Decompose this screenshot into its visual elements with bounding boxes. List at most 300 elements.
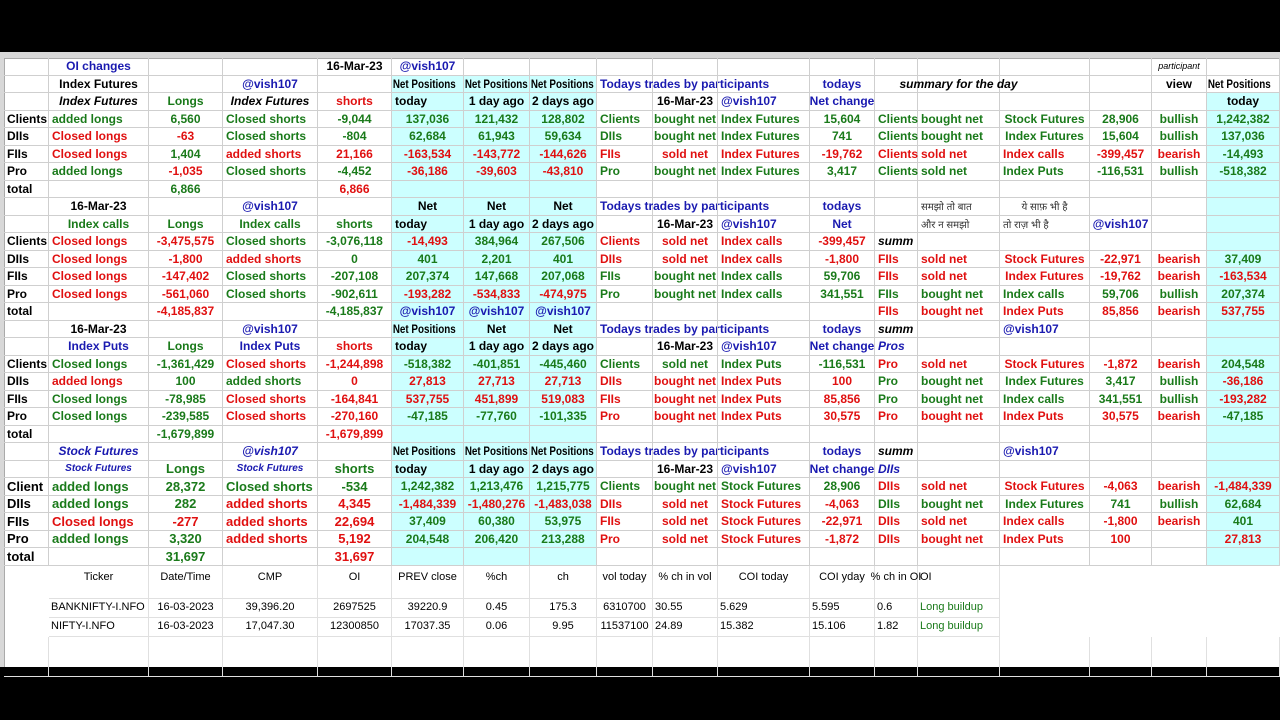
ticker-header-1[interactable]: Date/Time xyxy=(149,566,223,599)
cell-r2-c17[interactable]: today xyxy=(1207,93,1280,111)
empty-cell[interactable] xyxy=(597,181,653,199)
cell-r25-c0[interactable]: DIIs xyxy=(4,496,49,514)
cell-r17-c1[interactable]: Closed longs xyxy=(49,356,149,374)
cell-r4-c17[interactable]: 137,036 xyxy=(1207,128,1280,146)
cell-r13-c6[interactable]: -534,833 xyxy=(464,286,530,304)
empty-cell[interactable] xyxy=(875,181,918,199)
ticker-row-1-col-4[interactable]: 17037.35 xyxy=(392,618,464,637)
empty-cell[interactable] xyxy=(597,93,653,111)
cell-r0-c1[interactable]: OI changes xyxy=(49,58,149,76)
cell-r12-c5[interactable]: 207,374 xyxy=(392,268,464,286)
cell-r2-c9[interactable]: 16-Mar-23 xyxy=(653,93,718,111)
empty-cell[interactable] xyxy=(1152,216,1207,234)
empty-cell[interactable] xyxy=(49,637,149,677)
cell-r7-c2[interactable]: 6,866 xyxy=(149,181,223,199)
cell-r10-c0[interactable]: Clients xyxy=(4,233,49,251)
cell-r6-c11[interactable]: 3,417 xyxy=(810,163,875,181)
empty-cell[interactable] xyxy=(392,181,464,199)
cell-r27-c6[interactable]: 206,420 xyxy=(464,531,530,549)
cell-r25-c16[interactable]: bullish xyxy=(1152,496,1207,514)
cell-r27-c10[interactable]: Stock Futures xyxy=(718,531,810,549)
cell-r13-c11[interactable]: 341,551 xyxy=(810,286,875,304)
cell-r8-c6[interactable]: Net xyxy=(464,198,530,216)
cell-r12-c16[interactable]: bearish xyxy=(1152,268,1207,286)
cell-r7-c4[interactable]: 6,866 xyxy=(318,181,392,199)
empty-cell[interactable] xyxy=(810,303,875,321)
ticker-row-0-col-8[interactable]: 30.55 xyxy=(653,599,718,618)
ticker-header-3[interactable]: OI xyxy=(318,566,392,599)
cell-r14-c12[interactable]: FIIs xyxy=(875,303,918,321)
empty-cell[interactable] xyxy=(4,198,49,216)
cell-r5-c8[interactable]: FIIs xyxy=(597,146,653,164)
cell-r5-c14[interactable]: Index calls xyxy=(1000,146,1090,164)
empty-cell[interactable] xyxy=(1090,426,1152,444)
empty-cell[interactable] xyxy=(149,321,223,339)
cell-r14-c17[interactable]: 537,755 xyxy=(1207,303,1280,321)
empty-cell[interactable] xyxy=(918,321,1000,339)
cell-r3-c1[interactable]: added longs xyxy=(49,111,149,129)
empty-cell[interactable] xyxy=(1152,443,1207,461)
cell-r12-c4[interactable]: -207,108 xyxy=(318,268,392,286)
ticker-row-1-col-5[interactable]: 0.06 xyxy=(464,618,530,637)
cell-r18-c9[interactable]: bought net xyxy=(653,373,718,391)
empty-cell[interactable] xyxy=(530,637,597,677)
cell-r19-c1[interactable]: Closed longs xyxy=(49,391,149,409)
cell-r26-c17[interactable]: 401 xyxy=(1207,513,1280,531)
cell-r11-c10[interactable]: Index calls xyxy=(718,251,810,269)
cell-r4-c9[interactable]: bought net xyxy=(653,128,718,146)
cell-r12-c0[interactable]: FIIs xyxy=(4,268,49,286)
cell-r4-c15[interactable]: 15,604 xyxy=(1090,128,1152,146)
ticker-row-1-col-2[interactable]: 17,047.30 xyxy=(223,618,318,637)
cell-r19-c14[interactable]: Index calls xyxy=(1000,391,1090,409)
cell-r10-c9[interactable]: sold net xyxy=(653,233,718,251)
cell-r11-c2[interactable]: -1,800 xyxy=(149,251,223,269)
cell-r6-c7[interactable]: -43,810 xyxy=(530,163,597,181)
empty-cell[interactable] xyxy=(653,426,718,444)
cell-r6-c2[interactable]: -1,035 xyxy=(149,163,223,181)
empty-cell[interactable] xyxy=(918,338,1000,356)
ticker-row-0-col-0[interactable]: BANKNIFTY-I.NFO xyxy=(49,599,149,618)
cell-r18-c11[interactable]: 100 xyxy=(810,373,875,391)
cell-r18-c14[interactable]: Index Futures xyxy=(1000,373,1090,391)
cell-r4-c10[interactable]: Index Futures xyxy=(718,128,810,146)
cell-r11-c9[interactable]: sold net xyxy=(653,251,718,269)
empty-cell[interactable] xyxy=(464,637,530,677)
empty-cell[interactable] xyxy=(597,548,653,566)
empty-cell[interactable] xyxy=(4,216,49,234)
cell-r18-c2[interactable]: 100 xyxy=(149,373,223,391)
cell-r26-c9[interactable]: sold net xyxy=(653,513,718,531)
cell-r25-c8[interactable]: DIIs xyxy=(597,496,653,514)
cell-r24-c4[interactable]: -534 xyxy=(318,478,392,496)
cell-r2-c3[interactable]: Index Futures xyxy=(223,93,318,111)
cell-r4-c7[interactable]: 59,634 xyxy=(530,128,597,146)
cell-r9-c15[interactable]: @vish107 xyxy=(1090,216,1152,234)
empty-cell[interactable] xyxy=(1000,93,1090,111)
cell-r17-c11[interactable]: -116,531 xyxy=(810,356,875,374)
empty-cell[interactable] xyxy=(1207,637,1280,677)
cell-r23-c12[interactable]: DIIs xyxy=(875,461,918,479)
cell-r11-c14[interactable]: Stock Futures xyxy=(1000,251,1090,269)
cell-r6-c10[interactable]: Index Futures xyxy=(718,163,810,181)
cell-r14-c14[interactable]: Index Puts xyxy=(1000,303,1090,321)
cell-r6-c13[interactable]: sold net xyxy=(918,163,1000,181)
empty-cell[interactable] xyxy=(4,76,49,94)
cell-r9-c9[interactable]: 16-Mar-23 xyxy=(653,216,718,234)
cell-r13-c0[interactable]: Pro xyxy=(4,286,49,304)
cell-r16-c6[interactable]: 1 day ago xyxy=(464,338,530,356)
ticker-row-0-col-11[interactable]: 0.6 xyxy=(875,599,918,618)
cell-r11-c4[interactable]: 0 xyxy=(318,251,392,269)
cell-r6-c4[interactable]: -4,452 xyxy=(318,163,392,181)
empty-cell[interactable] xyxy=(49,426,149,444)
cell-r25-c5[interactable]: -1,484,339 xyxy=(392,496,464,514)
empty-cell[interactable] xyxy=(918,443,1000,461)
cell-r17-c17[interactable]: 204,548 xyxy=(1207,356,1280,374)
cell-r16-c3[interactable]: Index Puts xyxy=(223,338,318,356)
empty-cell[interactable] xyxy=(918,637,1000,677)
cell-r26-c7[interactable]: 53,975 xyxy=(530,513,597,531)
empty-cell[interactable] xyxy=(530,426,597,444)
cell-r13-c7[interactable]: -474,975 xyxy=(530,286,597,304)
empty-cell[interactable] xyxy=(49,303,149,321)
cell-r17-c7[interactable]: -445,460 xyxy=(530,356,597,374)
empty-cell[interactable] xyxy=(1090,93,1152,111)
cell-r11-c1[interactable]: Closed longs xyxy=(49,251,149,269)
cell-r13-c3[interactable]: Closed shorts xyxy=(223,286,318,304)
cell-r21-c2[interactable]: -1,679,899 xyxy=(149,426,223,444)
cell-r26-c4[interactable]: 22,694 xyxy=(318,513,392,531)
empty-cell[interactable] xyxy=(1207,233,1280,251)
empty-cell[interactable] xyxy=(597,216,653,234)
empty-cell[interactable] xyxy=(718,58,810,76)
cell-r25-c3[interactable]: added shorts xyxy=(223,496,318,514)
cell-r24-c6[interactable]: 1,213,476 xyxy=(464,478,530,496)
empty-cell[interactable] xyxy=(918,426,1000,444)
ticker-row-0-col-7[interactable]: 6310700 xyxy=(597,599,653,618)
cell-r11-c8[interactable]: DIIs xyxy=(597,251,653,269)
cell-r16-c12[interactable]: Pros xyxy=(875,338,918,356)
cell-r19-c13[interactable]: bought net xyxy=(918,391,1000,409)
cell-r11-c0[interactable]: DIIs xyxy=(4,251,49,269)
cell-r5-c4[interactable]: 21,166 xyxy=(318,146,392,164)
empty-cell[interactable] xyxy=(1090,76,1152,94)
cell-r23-c4[interactable]: shorts xyxy=(318,461,392,479)
empty-cell[interactable] xyxy=(718,76,810,94)
empty-cell[interactable] xyxy=(875,198,918,216)
empty-cell[interactable] xyxy=(810,637,875,677)
cell-r4-c2[interactable]: -63 xyxy=(149,128,223,146)
empty-cell[interactable] xyxy=(318,321,392,339)
cell-r3-c10[interactable]: Index Futures xyxy=(718,111,810,129)
cell-r3-c14[interactable]: Stock Futures xyxy=(1000,111,1090,129)
cell-r17-c9[interactable]: sold net xyxy=(653,356,718,374)
ticker-row-0-col-5[interactable]: 0.45 xyxy=(464,599,530,618)
cell-r20-c14[interactable]: Index Puts xyxy=(1000,408,1090,426)
cell-r25-c12[interactable]: DIIs xyxy=(875,496,918,514)
cell-r23-c2[interactable]: Longs xyxy=(149,461,223,479)
cell-r12-c11[interactable]: 59,706 xyxy=(810,268,875,286)
cell-r14-c7[interactable]: @vish107 xyxy=(530,303,597,321)
ticker-header-4[interactable]: PREV close xyxy=(392,566,464,599)
empty-cell[interactable] xyxy=(810,58,875,76)
empty-cell[interactable] xyxy=(918,58,1000,76)
ticker-row-1-col-6[interactable]: 9.95 xyxy=(530,618,597,637)
cell-r25-c15[interactable]: 741 xyxy=(1090,496,1152,514)
empty-cell[interactable] xyxy=(718,548,810,566)
empty-cell[interactable] xyxy=(4,443,49,461)
cell-r17-c14[interactable]: Stock Futures xyxy=(1000,356,1090,374)
cell-r8-c5[interactable]: Net xyxy=(392,198,464,216)
cell-r26-c13[interactable]: sold net xyxy=(918,513,1000,531)
empty-cell[interactable] xyxy=(1000,181,1090,199)
cell-r25-c14[interactable]: Index Futures xyxy=(1000,496,1090,514)
empty-cell[interactable] xyxy=(4,321,49,339)
cell-r25-c17[interactable]: 62,684 xyxy=(1207,496,1280,514)
cell-r7-c0[interactable]: total xyxy=(4,181,49,199)
cell-r24-c5[interactable]: 1,242,382 xyxy=(392,478,464,496)
empty-cell[interactable] xyxy=(653,181,718,199)
cell-r1-c6[interactable] xyxy=(464,76,530,94)
empty-cell[interactable] xyxy=(1152,233,1207,251)
cell-r13-c14[interactable]: Index calls xyxy=(1000,286,1090,304)
cell-r6-c5[interactable]: -36,186 xyxy=(392,163,464,181)
cell-r3-c6[interactable]: 121,432 xyxy=(464,111,530,129)
cell-r2-c4[interactable]: shorts xyxy=(318,93,392,111)
cell-r2-c7[interactable]: 2 days ago xyxy=(530,93,597,111)
cell-r26-c1[interactable]: Closed longs xyxy=(49,513,149,531)
ticker-row-1-col-11[interactable]: 1.82 xyxy=(875,618,918,637)
cell-r6-c3[interactable]: Closed shorts xyxy=(223,163,318,181)
empty-cell[interactable] xyxy=(875,637,918,677)
cell-r15-c14[interactable]: @vish107 xyxy=(1000,321,1090,339)
empty-cell[interactable] xyxy=(530,548,597,566)
cell-r3-c7[interactable]: 128,802 xyxy=(530,111,597,129)
cell-r11-c5[interactable]: 401 xyxy=(392,251,464,269)
cell-r14-c15[interactable]: 85,856 xyxy=(1090,303,1152,321)
cell-r27-c0[interactable]: Pro xyxy=(4,531,49,549)
cell-r24-c3[interactable]: Closed shorts xyxy=(223,478,318,496)
cell-r17-c6[interactable]: -401,851 xyxy=(464,356,530,374)
empty-cell[interactable] xyxy=(464,548,530,566)
cell-r28-c0[interactable]: total xyxy=(4,548,49,566)
empty-cell[interactable] xyxy=(530,181,597,199)
empty-cell[interactable] xyxy=(1207,181,1280,199)
cell-r10-c5[interactable]: -14,493 xyxy=(392,233,464,251)
cell-r13-c16[interactable]: bullish xyxy=(1152,286,1207,304)
empty-cell[interactable] xyxy=(810,548,875,566)
cell-r4-c1[interactable]: Closed longs xyxy=(49,128,149,146)
cell-r2-c5[interactable]: today xyxy=(392,93,464,111)
cell-r5-c16[interactable]: bearish xyxy=(1152,146,1207,164)
ticker-header-7[interactable]: vol today xyxy=(597,566,653,599)
ticker-row-0-col-4[interactable]: 39220.9 xyxy=(392,599,464,618)
cell-r23-c10[interactable]: @vish107 xyxy=(718,461,810,479)
empty-cell[interactable] xyxy=(810,181,875,199)
empty-cell[interactable] xyxy=(149,76,223,94)
cell-r25-c7[interactable]: -1,483,038 xyxy=(530,496,597,514)
empty-cell[interactable] xyxy=(223,58,318,76)
cell-r3-c0[interactable]: Clients xyxy=(4,111,49,129)
cell-r4-c0[interactable]: DIIs xyxy=(4,128,49,146)
cell-r16-c11[interactable]: Net change xyxy=(810,338,875,356)
cell-r18-c6[interactable]: 27,713 xyxy=(464,373,530,391)
cell-r8-c3[interactable]: @vish107 xyxy=(223,198,318,216)
cell-r3-c3[interactable]: Closed shorts xyxy=(223,111,318,129)
ticker-row-1-col-7[interactable]: 11537100 xyxy=(597,618,653,637)
empty-cell[interactable] xyxy=(392,548,464,566)
cell-r18-c1[interactable]: added longs xyxy=(49,373,149,391)
cell-r24-c14[interactable]: Stock Futures xyxy=(1000,478,1090,496)
empty-cell[interactable] xyxy=(1152,93,1207,111)
cell-r5-c13[interactable]: sold net xyxy=(918,146,1000,164)
cell-r20-c15[interactable]: 30,575 xyxy=(1090,408,1152,426)
cell-r25-c9[interactable]: sold net xyxy=(653,496,718,514)
cell-r4-c12[interactable]: Clients xyxy=(875,128,918,146)
cell-r19-c0[interactable]: FIIs xyxy=(4,391,49,409)
empty-cell[interactable] xyxy=(4,58,49,76)
cell-r27-c13[interactable]: bought net xyxy=(918,531,1000,549)
ticker-row-0-col-6[interactable]: 175.3 xyxy=(530,599,597,618)
cell-r26-c2[interactable]: -277 xyxy=(149,513,223,531)
cell-r23-c6[interactable]: 1 day ago xyxy=(464,461,530,479)
empty-cell[interactable] xyxy=(653,198,718,216)
cell-r13-c4[interactable]: -902,611 xyxy=(318,286,392,304)
cell-r28-c2[interactable]: 31,697 xyxy=(149,548,223,566)
cell-r15-c11[interactable]: todays xyxy=(810,321,875,339)
cell-r19-c9[interactable]: bought net xyxy=(653,391,718,409)
cell-r16-c10[interactable]: @vish107 xyxy=(718,338,810,356)
cell-r27-c9[interactable]: sold net xyxy=(653,531,718,549)
cell-r20-c4[interactable]: -270,160 xyxy=(318,408,392,426)
cell-r5-c2[interactable]: 1,404 xyxy=(149,146,223,164)
cell-r20-c5[interactable]: -47,185 xyxy=(392,408,464,426)
empty-cell[interactable] xyxy=(1000,76,1090,94)
empty-cell[interactable] xyxy=(1090,321,1152,339)
cell-r20-c12[interactable]: Pro xyxy=(875,408,918,426)
empty-cell[interactable] xyxy=(1090,198,1152,216)
cell-r8-c11[interactable]: todays xyxy=(810,198,875,216)
cell-r11-c3[interactable]: added shorts xyxy=(223,251,318,269)
cell-r5-c15[interactable]: -399,457 xyxy=(1090,146,1152,164)
empty-cell[interactable] xyxy=(149,443,223,461)
cell-r24-c15[interactable]: -4,063 xyxy=(1090,478,1152,496)
cell-r24-c0[interactable]: Client xyxy=(4,478,49,496)
cell-r11-c16[interactable]: bearish xyxy=(1152,251,1207,269)
empty-cell[interactable] xyxy=(1000,637,1090,677)
cell-r6-c1[interactable]: added longs xyxy=(49,163,149,181)
cell-r18-c4[interactable]: 0 xyxy=(318,373,392,391)
empty-cell[interactable] xyxy=(4,338,49,356)
cell-r3-c2[interactable]: 6,560 xyxy=(149,111,223,129)
cell-r17-c13[interactable]: sold net xyxy=(918,356,1000,374)
cell-r27-c17[interactable]: 27,813 xyxy=(1207,531,1280,549)
empty-cell[interactable] xyxy=(718,181,810,199)
cell-r12-c6[interactable]: 147,668 xyxy=(464,268,530,286)
cell-r3-c16[interactable]: bullish xyxy=(1152,111,1207,129)
ticker-row-0-col-9[interactable]: 5.629 xyxy=(718,599,810,618)
ticker-row-0-col-12[interactable]: Long buildup xyxy=(918,599,1000,618)
cell-r3-c17[interactable]: 1,242,382 xyxy=(1207,111,1280,129)
cell-r20-c16[interactable]: bearish xyxy=(1152,408,1207,426)
empty-cell[interactable] xyxy=(392,426,464,444)
cell-r25-c6[interactable]: -1,480,276 xyxy=(464,496,530,514)
cell-r13-c13[interactable]: bought net xyxy=(918,286,1000,304)
empty-cell[interactable] xyxy=(1090,181,1152,199)
cell-r9-c4[interactable]: shorts xyxy=(318,216,392,234)
cell-r6-c17[interactable]: -518,382 xyxy=(1207,163,1280,181)
cell-r20-c7[interactable]: -101,335 xyxy=(530,408,597,426)
cell-r3-c9[interactable]: bought net xyxy=(653,111,718,129)
cell-r9-c13[interactable]: और न समझो xyxy=(918,216,1000,234)
cell-r18-c10[interactable]: Index Puts xyxy=(718,373,810,391)
cell-r12-c13[interactable]: sold net xyxy=(918,268,1000,286)
cell-r26-c6[interactable]: 60,380 xyxy=(464,513,530,531)
ticker-row-0-col-1[interactable]: 16-03-2023 xyxy=(149,599,223,618)
cell-r17-c12[interactable]: Pro xyxy=(875,356,918,374)
cell-r16-c1[interactable]: Index Puts xyxy=(49,338,149,356)
cell-r26-c14[interactable]: Index calls xyxy=(1000,513,1090,531)
cell-r16-c2[interactable]: Longs xyxy=(149,338,223,356)
cell-r12-c1[interactable]: Closed longs xyxy=(49,268,149,286)
cell-r17-c16[interactable]: bearish xyxy=(1152,356,1207,374)
cell-r27-c4[interactable]: 5,192 xyxy=(318,531,392,549)
cell-r26-c15[interactable]: -1,800 xyxy=(1090,513,1152,531)
cell-r20-c1[interactable]: Closed longs xyxy=(49,408,149,426)
empty-cell[interactable] xyxy=(718,637,810,677)
cell-r20-c9[interactable]: bought net xyxy=(653,408,718,426)
cell-r5-c12[interactable]: Clients xyxy=(875,146,918,164)
cell-r17-c8[interactable]: Clients xyxy=(597,356,653,374)
cell-r27-c8[interactable]: Pro xyxy=(597,531,653,549)
cell-r15-c7[interactable]: Net xyxy=(530,321,597,339)
cell-r18-c7[interactable]: 27,713 xyxy=(530,373,597,391)
cell-r6-c16[interactable]: bullish xyxy=(1152,163,1207,181)
cell-r13-c12[interactable]: FIIs xyxy=(875,286,918,304)
cell-r14-c6[interactable]: @vish107 xyxy=(464,303,530,321)
cell-r14-c4[interactable]: -4,185,837 xyxy=(318,303,392,321)
cell-r9-c6[interactable]: 1 day ago xyxy=(464,216,530,234)
empty-cell[interactable] xyxy=(223,303,318,321)
cell-r24-c12[interactable]: DIIs xyxy=(875,478,918,496)
cell-r4-c16[interactable]: bullish xyxy=(1152,128,1207,146)
cell-r0-c16[interactable]: participant xyxy=(1152,58,1207,76)
cell-r5-c7[interactable]: -144,626 xyxy=(530,146,597,164)
cell-r8-c7[interactable]: Net xyxy=(530,198,597,216)
empty-cell[interactable] xyxy=(1090,233,1152,251)
cell-r6-c6[interactable]: -39,603 xyxy=(464,163,530,181)
ticker-row-0-col-2[interactable]: 39,396.20 xyxy=(223,599,318,618)
empty-cell[interactable] xyxy=(464,58,530,76)
cell-r12-c3[interactable]: Closed shorts xyxy=(223,268,318,286)
ticker-row-1-col-8[interactable]: 24.89 xyxy=(653,618,718,637)
cell-r13-c2[interactable]: -561,060 xyxy=(149,286,223,304)
cell-r5-c6[interactable]: -143,772 xyxy=(464,146,530,164)
cell-r18-c15[interactable]: 3,417 xyxy=(1090,373,1152,391)
cell-r19-c10[interactable]: Index Puts xyxy=(718,391,810,409)
cell-r13-c5[interactable]: -193,282 xyxy=(392,286,464,304)
empty-cell[interactable] xyxy=(1207,461,1280,479)
cell-r2-c1[interactable]: Index Futures xyxy=(49,93,149,111)
cell-r27-c14[interactable]: Index Puts xyxy=(1000,531,1090,549)
cell-r10-c6[interactable]: 384,964 xyxy=(464,233,530,251)
cell-r24-c2[interactable]: 28,372 xyxy=(149,478,223,496)
cell-r10-c3[interactable]: Closed shorts xyxy=(223,233,318,251)
ticker-header-2[interactable]: CMP xyxy=(223,566,318,599)
empty-cell[interactable] xyxy=(653,76,718,94)
cell-r26-c3[interactable]: added shorts xyxy=(223,513,318,531)
